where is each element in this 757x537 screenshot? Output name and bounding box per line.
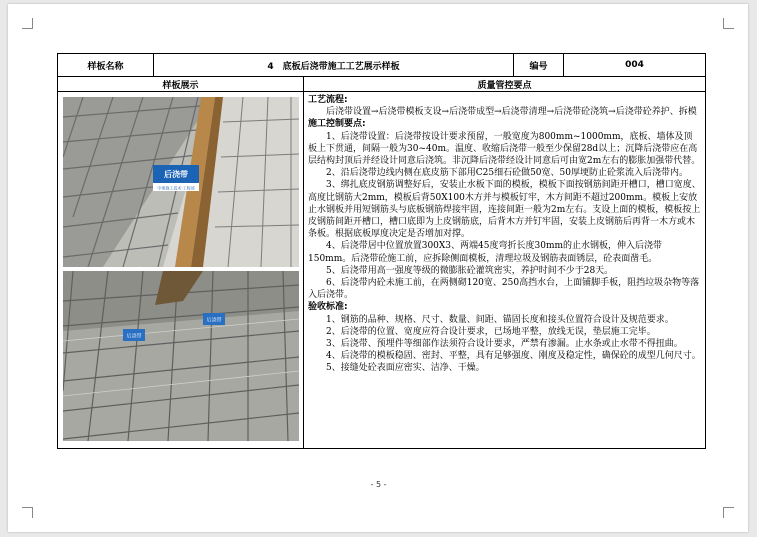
crop-mark bbox=[723, 507, 734, 518]
control-item: 2、沿后浇带边线内侧在底皮筋下部用C25细石砼做50宽、50厚埂防止砼浆流入后浇带内。 bbox=[326, 168, 688, 179]
sign-text: 后浇带 bbox=[163, 170, 188, 179]
control-item: 6、后浇带内砼未施工前，在两侧砌120宽、250高挡水台，上面铺脚手板，阻挡垃圾杂物等落入后浇带。 bbox=[308, 278, 700, 301]
code-value: 004 bbox=[564, 54, 706, 77]
sample-title: 4 底板后浇带施工工艺展示样板 bbox=[154, 54, 514, 77]
process-text: 后浇带设置→后浇带模板支设→后浇带成型→后浇带清理→后浇带砼浇筑→后浇带砼养护、拆模 bbox=[326, 107, 697, 118]
control-item: 3、绑扎底皮钢筋调整好后，安装止水板下面的模板，模板下面按钢筋间距开槽口，槽口宽度、高度比钢筋大2mm，模板后背50X100木方并与模板钉牢，木方间距不超过200mm。模板上安放止水钢板并用短钢筋头与底板钢筋焊接牢固，连接间距一般为2m左右。支设上面的模板，模板按上皮钢筋间距开槽口，槽口底即为上皮钢筋底，后背木方并钉牢固，安装上皮钢筋后再背一木方或木条板。根据底板厚度决定是否增加对撑。 bbox=[308, 180, 701, 240]
name-label: 样板名称 bbox=[58, 54, 154, 77]
sign-text: 后浇带 bbox=[125, 333, 142, 340]
control-item: 5、后浇带用高一强度等级的微膨胀砼灌筑密实，养护时间不少于28天。 bbox=[326, 265, 614, 276]
photo-rebar-mesh bbox=[63, 271, 299, 441]
accept-item: 5、接缝处砼表面应密实、洁净、干燥。 bbox=[326, 363, 485, 374]
code-label: 编号 bbox=[514, 54, 564, 77]
sign-subtext: 中建施工技术·工程部 bbox=[156, 185, 195, 191]
photo-cell bbox=[58, 92, 304, 449]
accept-item: 3、后浇带、预埋件等细部作法须符合设计要求，严禁有渗漏。止水条或止水带不得扭曲。 bbox=[326, 339, 683, 350]
page-number: - 5 - bbox=[370, 480, 387, 489]
accept-item: 1、钢筋的品种、规格、尺寸、数量、间距、锚固长度和接头位置符合设计及规范要求。 bbox=[326, 314, 674, 325]
accept-item: 4、后浇带的模板稳固、密封、平整，具有足够强度、刚度及稳定性，确保砼的成型几何尺寸。 bbox=[326, 351, 701, 362]
sample-table bbox=[57, 53, 706, 449]
sign-text: 后浇带 bbox=[205, 317, 222, 324]
control-item: 1、后浇带设置：后浇带按设计要求预留，一般宽度为800mm~1000mm，底板、墙体及顶板上下贯通，间隔一般为30~40m。温度、收缩后浇带一般至少保留28d以上；沉降后浇带应在高层结构封顶后并经设计同意后浇筑。非沉降后浇带经设计同意后可由宽2m左右的膨胀加强带代替。 bbox=[308, 131, 701, 167]
photo-rebar-formwork bbox=[63, 97, 299, 267]
accept-title: 验收标准: bbox=[308, 302, 348, 313]
crop-mark bbox=[22, 507, 33, 518]
process-title: 工艺流程: bbox=[308, 95, 348, 105]
crop-mark bbox=[22, 18, 33, 29]
control-title: 施工控制要点: bbox=[308, 119, 366, 130]
crop-mark bbox=[723, 18, 734, 29]
control-item: 4、后浇带居中位置放置300X3、两端45度弯折长度30mm的止水钢板，伸入后浇带150mm。后浇带砼施工前，应拆除侧面模板，清理垃圾及钢筋表面锈层，砼表面凿毛。 bbox=[308, 241, 663, 264]
quality-text-cell bbox=[304, 92, 706, 449]
accept-item: 2、后浇带的位置、宽度应符合设计要求，已场地平整，放线无误，垫层施工完毕。 bbox=[326, 326, 656, 337]
quality-header: 质量管控要点 bbox=[304, 77, 706, 92]
display-header: 样板展示 bbox=[58, 77, 304, 92]
